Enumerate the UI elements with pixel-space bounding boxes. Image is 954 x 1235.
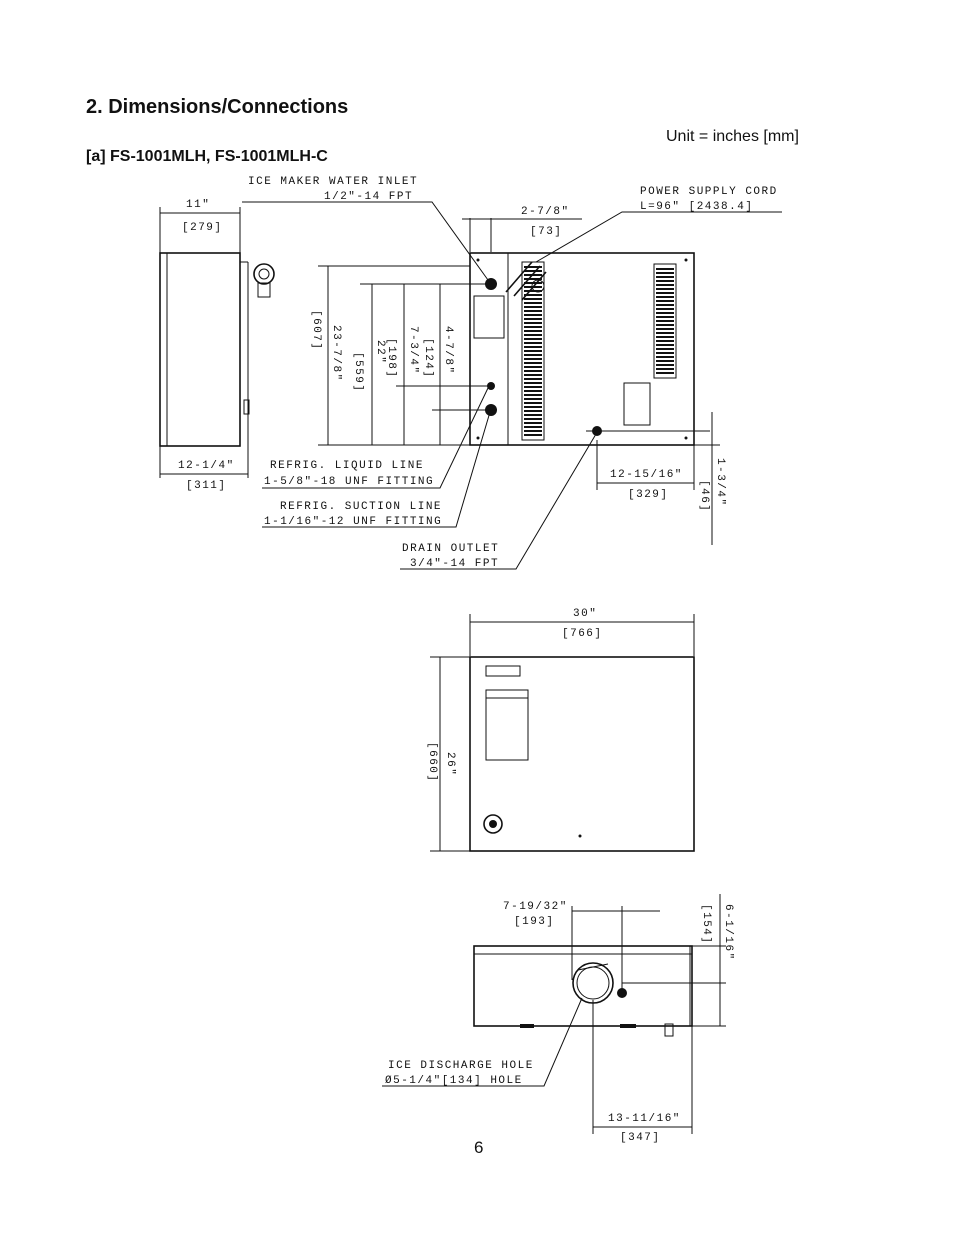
louvre-slat: [656, 280, 674, 282]
louvre-slat: [656, 336, 674, 338]
louvre-slat: [524, 398, 542, 400]
dim-12-1-4-mm: [311]: [186, 480, 227, 492]
dim-7-3-4: 7-3/4": [407, 326, 419, 375]
dim-23-7-8: 23-7/8": [330, 325, 342, 382]
dim-1-3-4-mm: [46]: [698, 480, 710, 513]
dim-2-7-8-mm: [73]: [530, 226, 563, 238]
unit-note: Unit = inches [mm]: [666, 128, 799, 145]
callout-water-inlet-2: 1/2"-14 FPT: [324, 191, 414, 203]
louvre-slat: [524, 294, 542, 296]
dim-22: 22": [374, 340, 386, 365]
louvre-slat: [656, 268, 674, 270]
louvre-slat: [524, 318, 542, 320]
dim-7-19-32-mm: [193]: [514, 916, 555, 928]
top-view: [470, 657, 694, 851]
water-inlet-top-icon: [484, 815, 502, 833]
louvre-slat: [524, 350, 542, 352]
louvre-slat: [524, 266, 542, 268]
dim-7-3-4-mm: [198]: [385, 338, 397, 379]
power-cord-coil-icon: [254, 264, 274, 297]
louvre-slat: [524, 278, 542, 280]
bottom-view: [474, 946, 692, 1036]
louvre-slat: [524, 434, 542, 436]
louvre-slat: [656, 328, 674, 330]
dim-1-3-4: 1-3/4": [714, 458, 726, 507]
ice-discharge-hole-icon: [573, 963, 613, 1003]
louvre-slat: [524, 270, 542, 272]
louvre-slat: [524, 326, 542, 328]
louvre-slat: [524, 274, 542, 276]
louvre-slat: [656, 312, 674, 314]
dim-26: 26": [444, 752, 456, 777]
callout-drain-2: 3/4"-14 FPT: [410, 558, 500, 570]
louvre-slat: [524, 342, 542, 344]
louvre-slat: [656, 308, 674, 310]
louvre-slat: [656, 304, 674, 306]
louvre-slat: [656, 348, 674, 350]
louvre-slat: [656, 292, 674, 294]
dim-2-7-8: 2-7/8": [521, 206, 570, 218]
louvre-slat: [656, 368, 674, 370]
louvre-slat: [524, 382, 542, 384]
louvre-slat: [524, 422, 542, 424]
dim-30: 30": [573, 608, 598, 620]
dim-13-11-16: 13-11/16": [608, 1113, 681, 1125]
louvre-slat: [524, 302, 542, 304]
callout-power-cord-1: POWER SUPPLY CORD: [640, 186, 778, 198]
louvre-slat: [656, 344, 674, 346]
dim-12-1-4: 12-1/4": [178, 460, 235, 472]
louvre-slat: [524, 430, 542, 432]
louvre-slat: [524, 426, 542, 428]
model-subheading: [a] FS-1001MLH, FS-1001MLH-C: [86, 148, 328, 165]
louvre-slat: [524, 370, 542, 372]
louvre-slat: [524, 402, 542, 404]
callout-discharge-1: ICE DISCHARGE HOLE: [388, 1060, 534, 1072]
dim-12-15-16: 12-15/16": [610, 469, 683, 481]
louvre-slat: [656, 332, 674, 334]
louvre-slat: [656, 296, 674, 298]
page-number: 6: [474, 1138, 484, 1157]
louvre-slat: [524, 306, 542, 308]
louvre-slat: [524, 310, 542, 312]
side-view: [160, 253, 274, 446]
louvre-slat: [656, 288, 674, 290]
louvre-slat: [524, 378, 542, 380]
louvre-slat: [656, 284, 674, 286]
louvre-slat: [524, 390, 542, 392]
louvre-slat: [524, 358, 542, 360]
louvre-slat: [524, 286, 542, 288]
louvre-slat: [524, 374, 542, 376]
louvre-slat: [656, 276, 674, 278]
dim-6-1-16-mm: [154]: [700, 904, 712, 945]
louvre-slat: [656, 356, 674, 358]
louvre-slat: [524, 322, 542, 324]
louvre-slat: [524, 410, 542, 412]
dim-12-15-16-mm: [329]: [628, 489, 669, 501]
dim-11-mm: [279]: [182, 222, 223, 234]
callout-liquid-line-1: REFRIG. LIQUID LINE: [270, 460, 424, 472]
louvre-slat: [524, 346, 542, 348]
louvre-slat: [656, 320, 674, 322]
louvre-slat: [656, 372, 674, 374]
louvre-slat: [524, 338, 542, 340]
louvre-slat: [524, 406, 542, 408]
louvre-slat: [524, 334, 542, 336]
callout-suction-line-1: REFRIG. SUCTION LINE: [280, 501, 443, 513]
louvre-slat: [524, 290, 542, 292]
louvre-slat: [524, 386, 542, 388]
louvre-slat: [656, 360, 674, 362]
louvre-slats-left: [524, 266, 542, 436]
callout-drain-1: DRAIN OUTLET: [402, 543, 500, 555]
callout-liquid-line-2: 1-5/8"-18 UNF FITTING: [264, 476, 435, 488]
section-heading: 2. Dimensions/Connections: [86, 96, 349, 118]
louvre-slat: [656, 316, 674, 318]
dim-11: 11": [186, 199, 211, 211]
louvre-slat: [524, 362, 542, 364]
louvre-slat: [524, 354, 542, 356]
louvre-slat: [524, 366, 542, 368]
louvre-slat: [656, 352, 674, 354]
louvre-slat: [656, 324, 674, 326]
louvre-slats-right: [656, 268, 674, 374]
louvre-slat: [656, 300, 674, 302]
louvre-slat: [524, 414, 542, 416]
dim-22-mm: [559]: [352, 352, 364, 393]
dim-6-1-16: 6-1/16": [722, 904, 734, 961]
louvre-slat: [524, 314, 542, 316]
louvre-slat: [656, 340, 674, 342]
louvre-slat: [524, 298, 542, 300]
louvre-slat: [656, 272, 674, 274]
louvre-slat: [656, 364, 674, 366]
callout-discharge-2: Ø5-1/4"[134] HOLE: [385, 1075, 523, 1087]
dim-7-19-32: 7-19/32": [503, 901, 568, 913]
dim-26-mm: [660]: [426, 742, 438, 783]
dim-23-7-8-mm: [607]: [310, 310, 322, 351]
louvre-slat: [524, 418, 542, 420]
louvre-slat: [524, 282, 542, 284]
callout-power-cord-2: L=96" [2438.4]: [640, 201, 754, 213]
dim-30-mm: [766]: [562, 628, 603, 640]
louvre-slat: [524, 394, 542, 396]
dim-13-11-16-mm: [347]: [620, 1132, 661, 1144]
callout-water-inlet-1: ICE MAKER WATER INLET: [248, 176, 419, 188]
dim-4-7-8: 4-7/8": [442, 326, 454, 375]
dim-4-7-8-mm: [124]: [422, 338, 434, 379]
louvre-slat: [524, 330, 542, 332]
callout-suction-line-2: 1-1/16"-12 UNF FITTING: [264, 516, 443, 528]
